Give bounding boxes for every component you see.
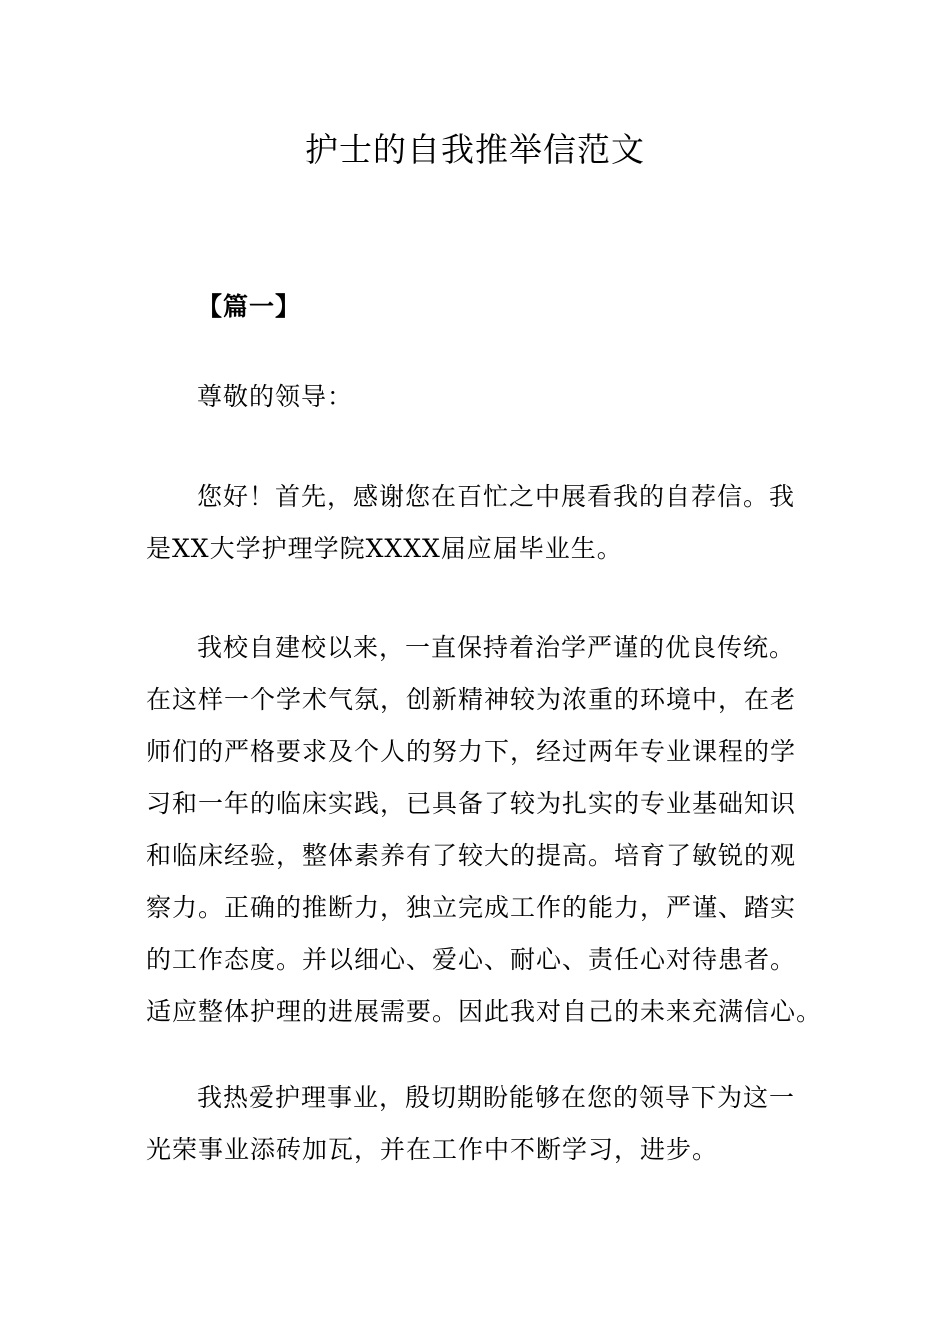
salutation-block <box>146 371 808 423</box>
paragraph-line: 我热爱护理事业，殷切期盼能够在您的领导下为这一 <box>197 1083 796 1112</box>
paragraph-line: 习和一年的临床实践，已具备了较为扎实的专业基础知识 <box>146 789 797 818</box>
paragraph-line: 的工作态度。并以细心、爱心、耐心、责任心对待患者。 <box>146 945 797 974</box>
paragraph-line: 和临床经验，整体素养有了较大的提高。培育了敏锐的观 <box>146 841 797 870</box>
paragraph-line: 察力。正确的推断力，独立完成工作的能力，严谨、踏实 <box>146 893 797 922</box>
document-title: 护士的自我推举信范文 <box>305 130 645 169</box>
paragraph-1 <box>146 471 808 575</box>
paragraph-3 <box>146 1072 808 1176</box>
paragraph-2 <box>146 622 823 1038</box>
paragraph-line: 在这样一个学术气氛，创新精神较为浓重的环境中，在老 <box>146 685 797 714</box>
paragraph-line: 是XX大学护理学院XXXX届应届毕业生。 <box>146 534 623 563</box>
section-label: 【篇一】 <box>197 292 302 321</box>
salutation: 尊敬的领导： <box>197 382 354 411</box>
paragraph-line: 您好！首先，感谢您在百忙之中展看我的自荐信。我 <box>197 482 796 511</box>
section-label-block <box>146 281 808 333</box>
paragraph-line: 我校自建校以来，一直保持着治学严谨的优良传统。 <box>197 633 796 662</box>
paragraph-line: 师们的严格要求及个人的努力下，经过两年专业课程的学 <box>146 737 797 766</box>
paragraph-line: 适应整体护理的进展需要。因此我对自己的未来充满信心。 <box>146 997 823 1026</box>
paragraph-line: 光荣事业添砖加瓦，并在工作中不断学习，进步。 <box>146 1135 719 1164</box>
